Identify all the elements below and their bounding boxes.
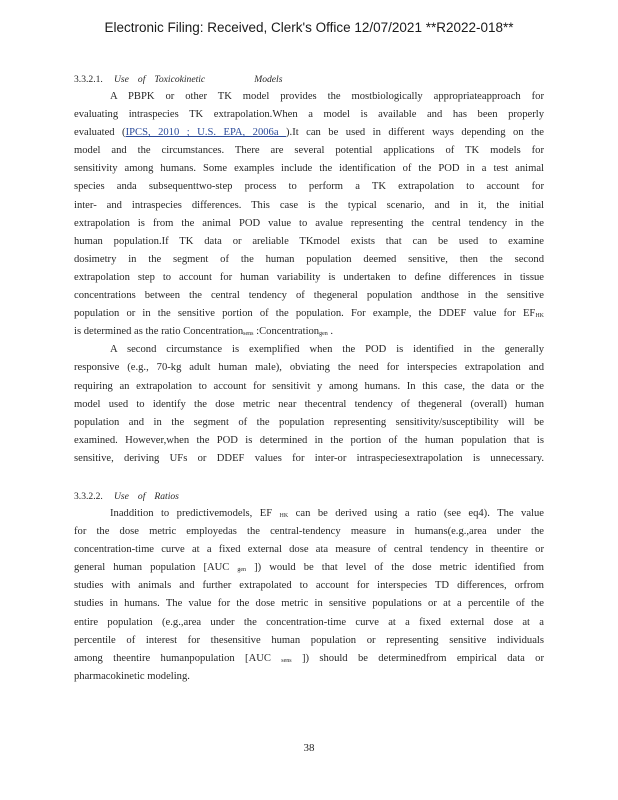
text-line: evaluating intraspecies TK extrapolation.When a model is available and has been properly — [74, 109, 544, 121]
text-line: model and the circumstances. There are several potential applications of TK models for — [74, 145, 544, 157]
text-line: responsive (e.g., 70-kg adult human male), obviating the need for interspecies extrapolation and — [74, 362, 544, 374]
text-line: species anda subsequenttwo-step process to perform a TK extrapolation to account for — [74, 181, 544, 193]
citation-link[interactable]: IPCS, 2010 ; U.S. EPA, 2006a — [125, 127, 287, 139]
section-3-3-2-1 — [74, 72, 544, 468]
text-line: general human population [AUC $_{gen}$ ]) would be that level of the dose metric identified from — [74, 562, 544, 574]
text-line: for the dose metric employedas the central-tendency measure in humans(e.g.,area under the — [74, 526, 544, 538]
section-number: 3.3.2.2. — [74, 491, 103, 502]
text-line: among theentire humanpopulation [AUC $_{sens}$ ]) should be determinedfrom empirical data or — [74, 652, 544, 664]
text-line: sensitive, deriving UFs or DDEF values for inter-or intraspeciesextrapolation is unnecessary. — [74, 452, 544, 464]
section-3-3-2-2 — [74, 489, 544, 686]
text-line: inter- and intraspecies differences. This case is the typical scenario, and in it, the initial — [74, 199, 544, 211]
text-line: extrapolation step to account for human variability is undertaken to define differences in tissue — [74, 271, 544, 283]
text-line: population or in the sensitive portion of the population. For example, the DDEF value for $EF_{HK}$ — [74, 308, 544, 320]
section-number: 3.3.2.1. — [74, 74, 103, 85]
section-heading: 3.3.2.1. Use of Toxicokinetic Models — [74, 72, 544, 88]
text-line: dosimetry in the segment of the human population deemed sensitive, then the second — [74, 253, 544, 265]
text-line: requiring an extrapolation to account for sensitivit y among humans. In this case, the data or the — [74, 380, 544, 392]
text-line: population and in the segment of the population representing sensitivity/susceptibility will be — [74, 416, 544, 428]
page-number: 38 — [303, 742, 315, 754]
text-line: sensitivity among humans. Some examples include the identification of the POD in a test animal — [74, 163, 544, 175]
paragraph-3 — [74, 505, 544, 686]
paragraph-2 — [74, 341, 544, 468]
text-line: A second circumstance is exemplified when the POD is identified in the generally — [110, 344, 544, 356]
text-line: entire population (e.g.,area under the concentration-time curve at a fixed external dose at a — [74, 616, 544, 628]
text-line: studies with animals and further extrapolated to account for interspecies TD differences, orfrom — [74, 580, 544, 592]
text-line: concentration-time curve at a fixed external dose ata measure of central tendency in theentire or — [74, 544, 544, 556]
text-line: percentile of interest for thesensitive human population or representing sensitive individuals — [74, 634, 544, 646]
text-line: examined. However,when the POD is determined in the portion of the human population that is — [74, 434, 544, 446]
text-line: studies in humans. The value for the dose metric in sensitive populations or at a percentile of the — [74, 598, 544, 610]
text-line: model used to identify the dose metric near thecentral tendency of thegeneral (overall) human — [74, 398, 544, 410]
text-line: A PBPK or other TK model provides the mostbiologically appropriateapproach for — [110, 91, 544, 102]
filing-header: Electronic Filing: Received, Clerk's Office 12/07/2021 **R2022-018** — [104, 20, 514, 35]
text-line: human population.If TK data or areliable TKmodel exists that can be used to examine — [74, 235, 544, 247]
paragraph-1 — [74, 88, 544, 341]
text-line: Inaddition to predictivemodels, EF $_{HK}$ can be derived using a ratio (see eq4). The value — [110, 508, 544, 519]
text-line: evaluated (IPCS, 2010 ; U.S. EPA, 2006a ).It can be used in different ways depending on the — [74, 127, 544, 139]
text-line: concentrations between the central tendency of thegeneral population andthose in the sensitive — [74, 290, 544, 302]
text-line: is determined as the ratio Concentration$_{sens}$ :Concentration$_{gen}$ . — [74, 326, 334, 338]
section-heading: 3.3.2.2. Use of Ratios — [74, 489, 544, 505]
text-line: extrapolation is from the animal POD value to avalue representing the central tendency in the — [74, 217, 544, 229]
text-line: pharmacokinetic modeling. — [74, 670, 190, 682]
